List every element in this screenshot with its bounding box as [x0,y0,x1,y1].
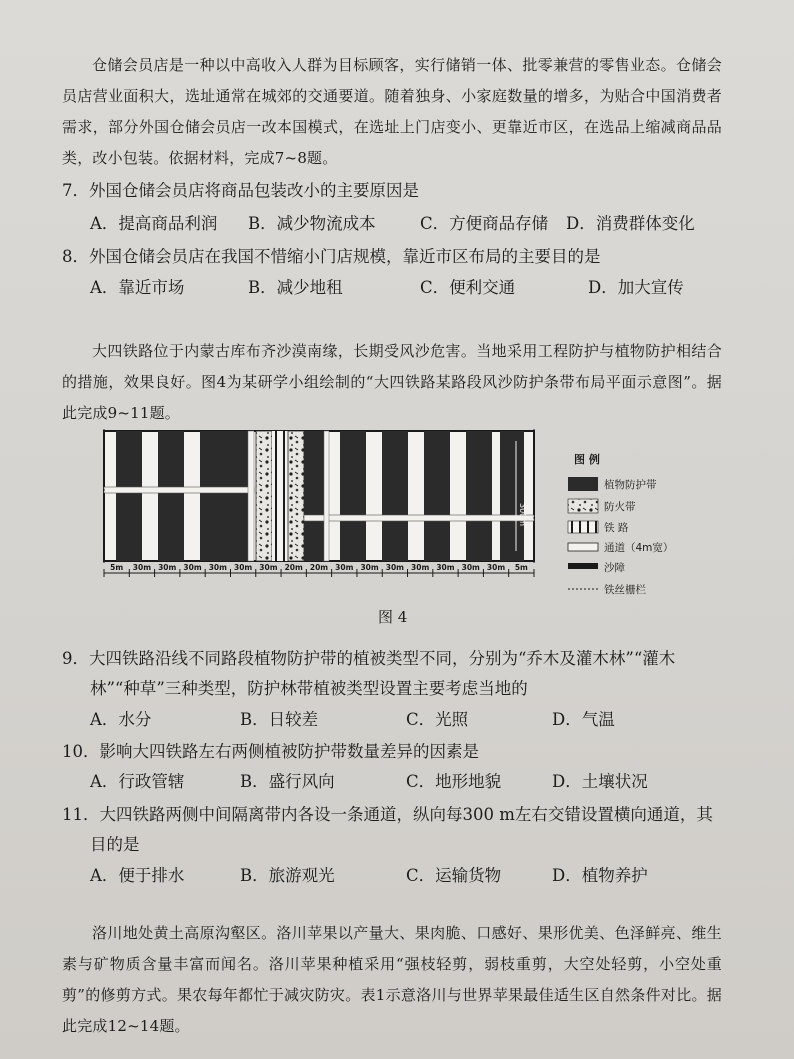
legend-swatch-plant [568,477,598,491]
scale-label: 30m [411,563,430,572]
q8-option-d[interactable]: D．加大宣传 [588,278,684,297]
passage-vertical [324,431,329,561]
scale-label: 30m [259,563,278,572]
windbreak-layout-svg [96,423,736,608]
plant-band [158,431,184,561]
legend-swatch-barrier [568,563,598,569]
legend-title: 图 例 [574,453,600,466]
railway-track [272,431,288,561]
q8-option-b[interactable]: B．减少地租 [248,278,343,297]
scale-labels [110,563,528,572]
legend-label-rail: 铁 路 [604,522,629,534]
legend-swatch-passage [568,543,598,551]
scale-label: 30m [158,563,177,572]
passage-warehouse-club: 仓储会员店是一种以中高收入人群为目标顾客，实行储销一体、批零兼营的零售业态。仓储会员店营业面积大，选址通常在城郊的交通要道。随着独身、小家庭数量的增多，为贴合中国消费者需求，部分外国仓储会员店一改本国模式，在选址上门店变小、更靠近市区，在选品上缩减商品品类，改小包装。依据材料，完成7~8题。 [62,56,722,167]
q7-option-d[interactable]: D．消费群体变化 [566,214,695,233]
passage-left [104,487,254,493]
plant-band [500,431,524,561]
legend-swatch-rail [568,521,598,533]
q8-option-a[interactable]: A．靠近市场 [90,278,185,297]
q7-option-c[interactable]: C．方便商品存储 [420,214,549,233]
q9-option-c[interactable]: C．光照 [406,710,469,729]
question-8-options [90,274,730,304]
scale-label: 30m [132,563,152,572]
scale-label: 30m [486,563,506,572]
legend-label-fence: 铁丝栅栏 [604,584,646,596]
scale-label: 30m [208,563,227,572]
q10-option-c[interactable]: C．地形地貌 [406,772,502,791]
legend-label-plant: 植物防护带 [604,479,657,491]
question-7-options [90,210,730,240]
legend-label-passage: 通道（4m宽） [604,542,674,554]
plant-band [340,431,366,561]
legend-swatch-fire [568,499,598,513]
q7-option-b[interactable]: B．减少物流成本 [248,214,376,233]
plant-band [116,431,142,561]
legend-label-barrier: 沙障 [604,562,625,574]
passage-vertical [248,431,254,561]
scale-label: 30m [461,563,480,572]
plant-band [200,431,226,561]
plant-band [382,431,408,561]
question-11-options [90,862,730,892]
passage-right [304,515,534,521]
question-10-options [90,768,730,798]
q11-option-b[interactable]: B．旅游观光 [240,866,335,885]
scale-label: 30m [335,563,354,572]
plant-band [466,431,492,561]
passage-railway: 大四铁路位于内蒙古库布齐沙漠南缘，长期受风沙危害。当地采用工程防护与植物防护相结合的措施，效果良好。图4为某研学小组绘制的“大四铁路某路段风沙防护条带布局平面示意图”。据此完成9~11题。 [62,342,722,422]
q11-option-d[interactable]: D．植物养护 [552,866,648,885]
fire-belt [256,431,272,561]
figure-caption: 图 4 [378,608,408,626]
question-9-stem-line1: 9．大四铁路沿线不同路段植物防护带的植被类型不同，分别为“乔木及灌木林”“灌木 [62,649,676,668]
dimension-label: 300m [518,503,527,527]
sand-barrier-band [304,431,324,561]
plant-band [424,431,450,561]
q7-option-a[interactable]: A．提高商品利润 [90,214,218,233]
fire-belt [288,431,304,561]
scale-label: 30m [436,563,455,572]
question-9-options [90,706,730,736]
scale-label: 30m [385,563,405,572]
scale-label: 30m [360,563,379,572]
q9-option-b[interactable]: B．日较差 [240,710,319,729]
q9-option-d[interactable]: D．气温 [552,710,615,729]
q10-option-b[interactable]: B．盛行风向 [240,772,335,791]
scale-label: 5m [514,563,528,572]
question-7-stem: 7．外国仓储会员店将商品包装改小的主要原因是 [62,181,419,200]
q10-option-a[interactable]: A．行政管辖 [90,772,185,791]
scale-label: 20m [284,563,303,572]
question-9-stem-line2: 林”“种草”三种类型，防护林带植被类型设置主要考虑当地的 [90,679,528,698]
q10-option-d[interactable]: D．土壤状况 [552,772,648,791]
scale-label: 20m [309,563,329,572]
scale-label: 30m [233,563,253,572]
scale-label: 5m [110,563,124,572]
q8-option-c[interactable]: C．便利交通 [420,278,516,297]
q11-option-a[interactable]: A．便于排水 [90,866,185,885]
legend-label-fire: 防火带 [604,501,636,513]
passage-luochuan-apple: 洛川地处黄土高原沟壑区。洛川苹果以产量大、果肉脆、口感好、果形优美、色泽鲜亮、维生素与矿物质含量丰富而闻名。洛川苹果种植采用“强枝轻剪，弱枝重剪，大空处轻剪，小空处重剪”的修剪方式。果农每年都忙于减灾防灾。表1示意洛川与世界苹果最佳适生区自然条件对比。据此完成12~14题。 [62,924,722,1035]
question-8-stem: 8．外国仓储会员店在我国不惜缩小门店规模，靠近市区布局的主要目的是 [62,247,601,266]
question-11-stem-line1: 11．大四铁路两侧中间隔离带内各设一条通道，纵向每300 m左右交错设置横向通道，其 [62,805,713,824]
question-11-stem-line2: 目的是 [90,835,140,854]
sand-barrier-band [226,431,248,561]
figure-4-layout-diagram [96,423,736,608]
question-10-stem: 10．影响大四铁路左右两侧植被防护带数量差异的因素是 [62,742,479,761]
q11-option-c[interactable]: C．运输货物 [406,866,502,885]
q9-option-a[interactable]: A．水分 [90,710,152,729]
scale-label: 30m [183,563,202,572]
